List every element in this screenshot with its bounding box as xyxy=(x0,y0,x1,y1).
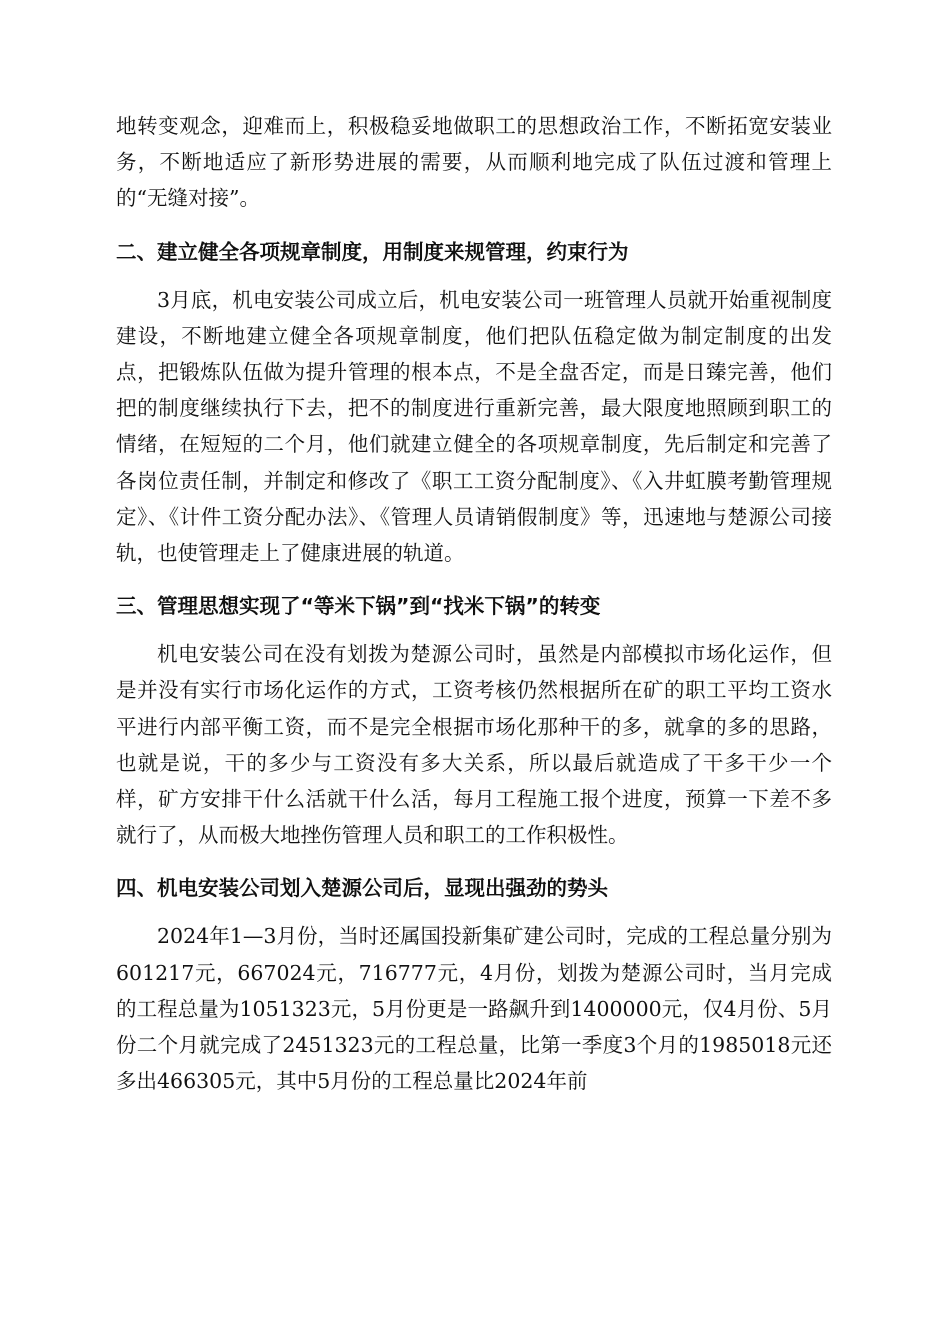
paragraph-continuation: 地转变观念，迎难而上，积极稳妥地做职工的思想政治工作，不断拓宽安装业务，不断地适应了新形势进展的需要，从而顺利地完成了队伍过渡和管理上的“无缝对接”。 xyxy=(116,114,832,211)
paragraph-rules: 3月底，机电安装公司成立后，机电安装公司一班管理人员就开始重视制度建设，不断地建立健全各项规章制度，他们把队伍稳定做为制定制度的出发点，把锻炼队伍做为提升管理的根本点，不是全盘否定，而是日臻完善，他们把的制度继续执行下去，把不的制度进行重新完善，最大限度地照顾到职工的情绪，在短短的二个月，他们就建立健全的各项规章制度，先后制定和完善了各岗位责任制，并制定和修改了《职工工资分配制度》、《入井虹膜考勤管理规定》、《计件工资分配办法》、《管理人员请销假制度》等，迅速地与楚源公司接轨，也使管理走上了健康进展的轨道。 xyxy=(116,287,832,566)
document-body xyxy=(116,108,832,1099)
paragraph-management: 机电安装公司在没有划拨为楚源公司时，虽然是内部模拟市场化运作，但是并没有实行市场化运作的方式，工资考核仍然根据所在矿的职工平均工资水平进行内部平衡工资，而不是完全根据市场化那种干的多，就拿的多的思路，也就是说，干的多少与工资没有多大关系，所以最后就造成了干多干少一个样，矿方安排干什么活就干什么活，每月工程施工报个进度，预算一下差不多就行了，从而极大地挫伤管理人员和职工的工作积极性。 xyxy=(116,642,832,848)
section-heading-4: 四、机电安装公司划入楚源公司后，显现出强劲的势头 xyxy=(116,876,608,901)
section-heading-3: 三、管理思想实现了“等米下锅”到“找米下锅”的转变 xyxy=(116,594,601,619)
section-heading-2: 二、建立健全各项规章制度，用制度来规管理，约束行为 xyxy=(116,239,629,264)
paragraph-performance: 2024年1—3月份，当时还属国投新集矿建公司时，完成的工程总量分别为601217元，667024元，716777元，4月份，划拨为楚源公司时，当月完成的工程总量为1051323元，5月份更是一路飙升到1400000元，仅4月份、5月份二个月就完成了2451323元的工程总量，比第一季度3个月的1985018元还多出466305元，其中5月份的工程总量比2024年前 xyxy=(116,924,832,1094)
